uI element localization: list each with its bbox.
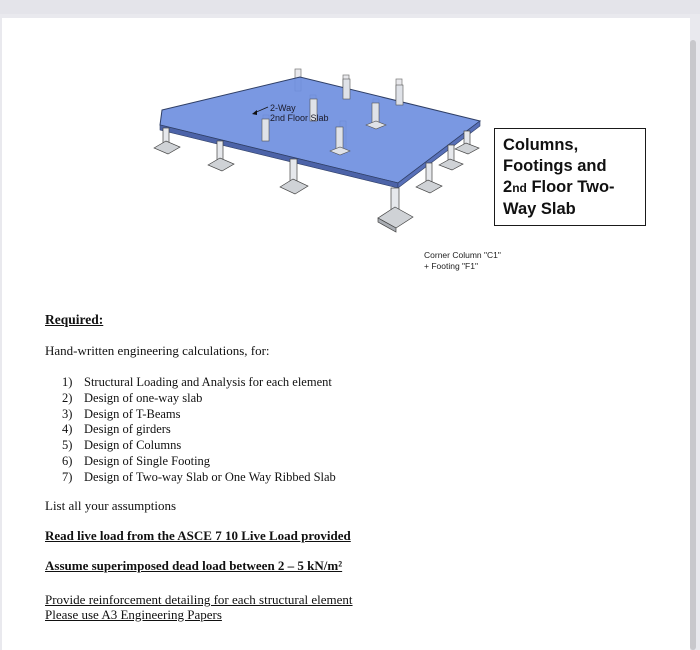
callout-line4: Way Slab	[503, 200, 576, 218]
list-item	[62, 422, 336, 438]
list-item-number: 6)	[62, 453, 73, 468]
required-heading: Required:	[45, 312, 104, 327]
footing	[280, 179, 308, 194]
callout-line3-prefix: 2	[503, 178, 513, 196]
callout-box	[494, 128, 646, 226]
footing	[455, 143, 479, 154]
list-item-number: 1)	[62, 375, 73, 389]
callout-line1: Columns,	[503, 136, 579, 154]
list-item-number: 5)	[62, 438, 73, 453]
footing	[416, 180, 442, 193]
structure-3d-model	[150, 55, 490, 245]
corner-label-line1: Corner Column "C1"	[424, 250, 501, 260]
list-item	[62, 438, 336, 454]
dead-load-note: Assume superimposed dead load between 2 – 5 kN/m²	[45, 558, 343, 573]
list-item-text: Design of Two-way Slab or One Way Ribbed Slab	[84, 469, 336, 484]
list-item	[62, 454, 336, 470]
column-stub	[262, 119, 269, 141]
callout-text	[503, 135, 643, 220]
slab-label	[270, 103, 329, 123]
list-item-number: 7)	[62, 469, 73, 484]
corner-column-label	[424, 250, 501, 272]
requirements-list	[62, 375, 336, 486]
list-item-text: Design of girders	[84, 422, 171, 437]
list-item	[62, 470, 336, 486]
callout-line2: Footings and	[503, 157, 607, 175]
footing	[439, 159, 463, 170]
list-item-text: Design of one-way slab	[84, 390, 203, 405]
detailing-note: Provide reinforcement detailing for each structural element	[45, 592, 353, 607]
list-item-text: Structural Loading and Analysis for each element	[84, 375, 332, 389]
scrollbar[interactable]	[690, 40, 696, 650]
list-item	[62, 391, 336, 407]
list-item-number: 3)	[62, 406, 73, 421]
callout-line3-ordinal: nd	[512, 181, 527, 195]
list-item-number: 4)	[62, 422, 73, 437]
top-bar	[0, 0, 700, 14]
assumptions-note: List all your assumptions	[45, 498, 177, 513]
footing	[154, 141, 180, 154]
paper-note: Please use A3 Engineering Papers	[45, 607, 222, 622]
list-item	[62, 375, 336, 391]
list-item	[62, 407, 336, 423]
intro-text: Hand-written engineering calculations, for:	[45, 343, 270, 358]
list-item-text: Design of T-Beams	[84, 406, 181, 421]
list-item-text: Design of Columns	[84, 438, 182, 453]
footing	[208, 158, 234, 171]
column-stub	[396, 85, 403, 105]
list-item-text: Design of Single Footing	[84, 453, 211, 468]
live-load-note: Read live load from the ASCE 7 10 Live Load provided	[45, 528, 351, 543]
callout-line3-suffix: Floor Two-	[526, 178, 615, 196]
callout-line3	[503, 177, 643, 199]
slab-label-line1: 2-Way	[270, 103, 296, 113]
slab-label-line2: 2nd Floor Slab	[270, 113, 329, 123]
list-item-number: 2)	[62, 390, 73, 405]
column-stub	[343, 79, 350, 99]
corner-label-line2: + Footing "F1"	[424, 261, 478, 271]
